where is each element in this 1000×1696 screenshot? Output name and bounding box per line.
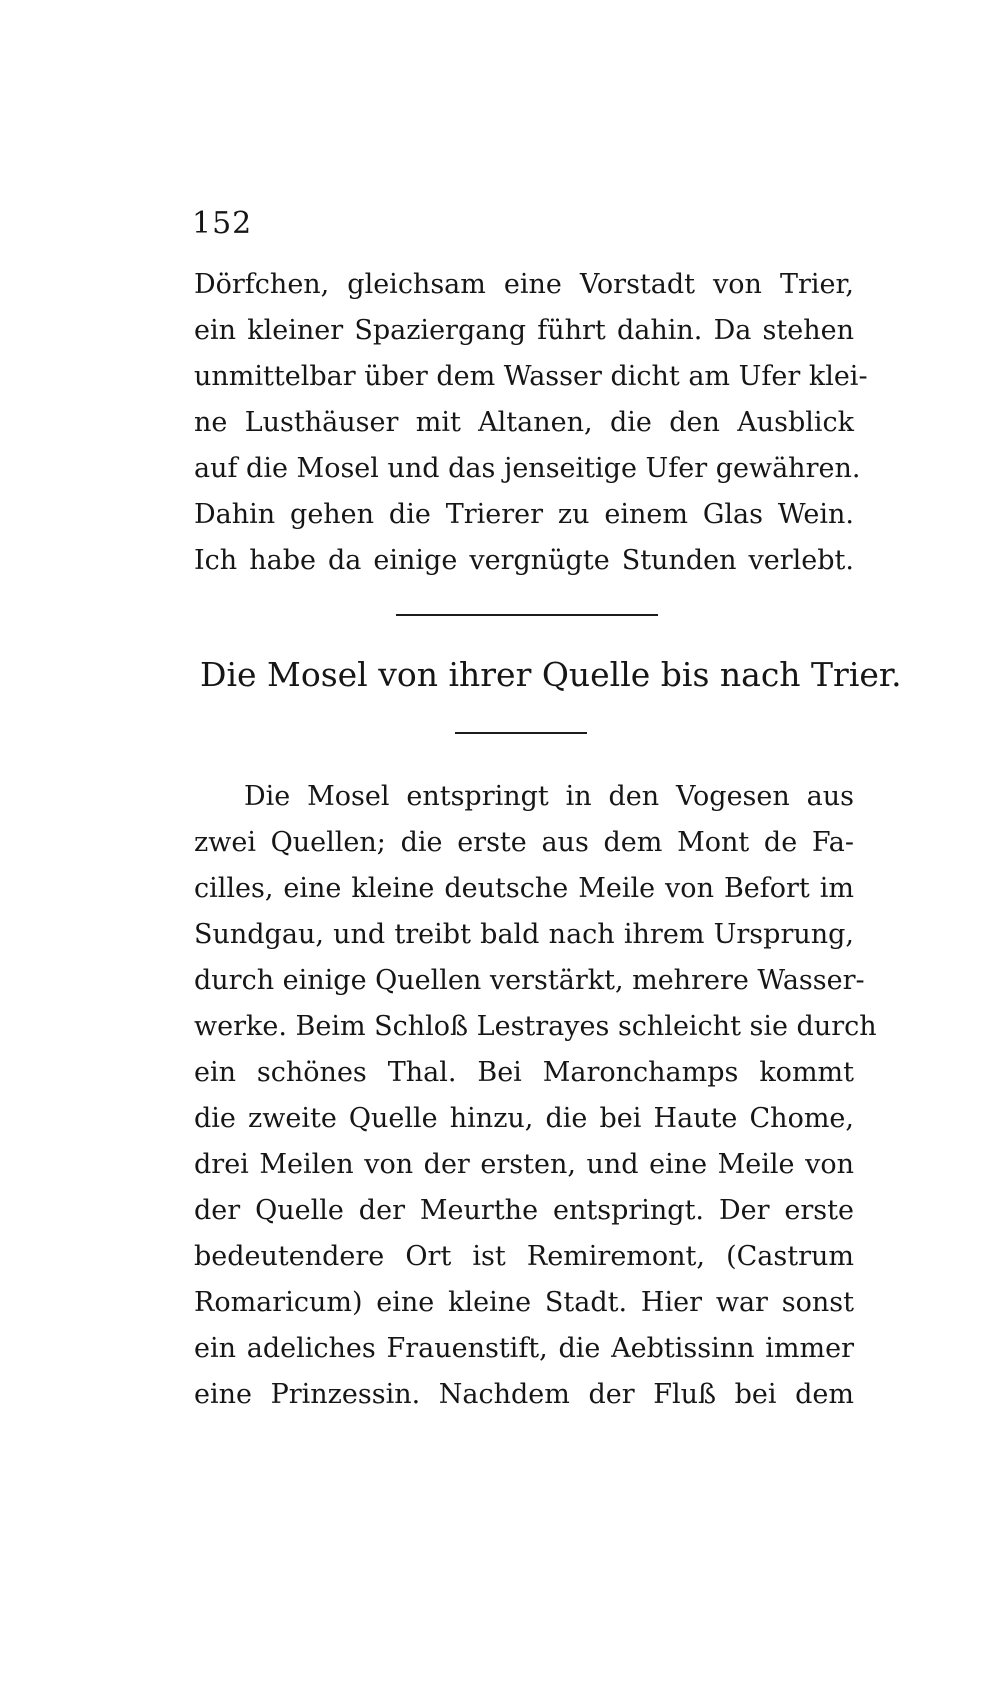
text-line: ein kleiner Spaziergang führt dahin. Da stehen — [194, 315, 854, 346]
text-line: der Quelle der Meurthe entspringt. Der erste — [194, 1195, 854, 1226]
text-line: werke. Beim Schloß Lestrayes schleicht sie durch — [194, 1011, 877, 1042]
text-line: unmittelbar über dem Wasser dicht am Ufer klei- — [194, 361, 868, 392]
text-line: drei Meilen von der ersten, und eine Meile von — [194, 1149, 854, 1180]
section-heading: Die Mosel von ihrer Quelle bis nach Trier. — [200, 655, 902, 694]
text-line: Dahin gehen die Trierer zu einem Glas Wein. — [194, 499, 854, 530]
text-line: durch einige Quellen verstärkt, mehrere Wasser- — [194, 965, 865, 996]
text-line: Die Mosel entspringt in den Vogesen aus — [244, 781, 854, 812]
text-line: Ich habe da einige vergnügte Stunden verlebt. — [194, 545, 854, 576]
text-line: bedeutendere Ort ist Remiremont, (Castrum — [194, 1241, 854, 1272]
text-line: ein adeliches Frauenstift, die Aebtissinn immer — [194, 1333, 854, 1364]
text-line: ne Lusthäuser mit Altanen, die den Ausblick — [194, 407, 854, 438]
text-line: ein schönes Thal. Bei Maronchamps kommt — [194, 1057, 854, 1088]
text-line: auf die Mosel und das jenseitige Ufer gewähren. — [194, 453, 861, 484]
text-line: Dörfchen, gleichsam eine Vorstadt von Trier, — [194, 269, 854, 300]
text-line: eine Prinzessin. Nachdem der Fluß bei dem — [194, 1379, 854, 1410]
section-divider-bottom — [455, 732, 587, 734]
paragraph-continued — [194, 262, 868, 584]
text-line: cilles, eine kleine deutsche Meile von Befort im — [194, 873, 854, 904]
page-number: 152 — [192, 206, 253, 241]
section-divider-top — [396, 614, 658, 616]
text-line: Romaricum) eine kleine Stadt. Hier war sonst — [194, 1287, 854, 1318]
text-line: die zweite Quelle hinzu, die bei Haute Chome, — [194, 1103, 854, 1134]
text-line: Sundgau, und treibt bald nach ihrem Ursprung, — [194, 919, 854, 950]
text-line: zwei Quellen; die erste aus dem Mont de Fa- — [194, 827, 854, 858]
paragraph-main — [194, 774, 877, 1418]
